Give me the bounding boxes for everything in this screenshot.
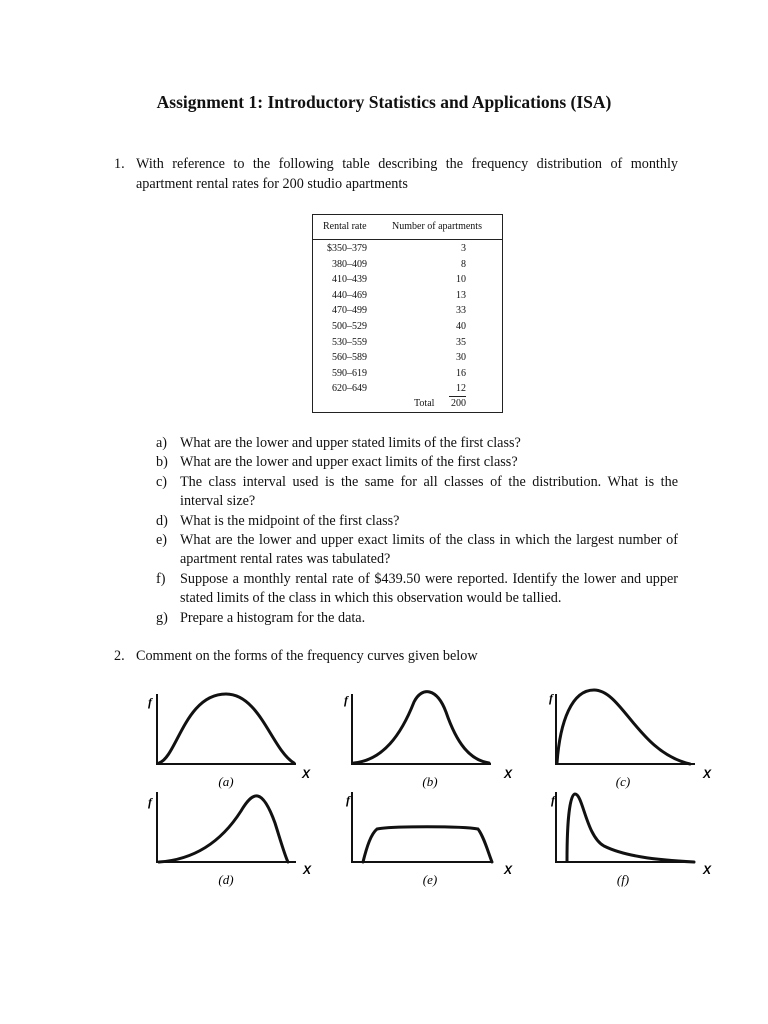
subquestion-label: e) bbox=[156, 532, 168, 549]
y-axis-label: f bbox=[551, 793, 555, 807]
x-axis-label: X bbox=[302, 767, 311, 781]
frequency-curve-panel bbox=[148, 694, 311, 789]
subquestion-label: d) bbox=[156, 512, 168, 529]
count-cell: 16 bbox=[456, 367, 466, 379]
frequency-curve-left-skewed bbox=[159, 796, 288, 862]
rental-rate-cell: 590–619 bbox=[332, 367, 367, 379]
frequency-curve-flat-top bbox=[363, 827, 492, 862]
count-cell: 33 bbox=[456, 305, 466, 317]
subquestion-text: What are the lower and upper exact limits of the class in which the largest number of apartment rental rates was tabulated? bbox=[180, 532, 678, 568]
axis-lines bbox=[556, 792, 695, 862]
rental-rate-cell: 500–529 bbox=[332, 321, 367, 332]
subquestion-text: What are the lower and upper stated limits of the first class? bbox=[180, 435, 521, 451]
count-cell: 10 bbox=[456, 274, 466, 286]
count-cell: 40 bbox=[456, 321, 466, 332]
curve-label: (b) bbox=[422, 774, 438, 789]
column-header-number-of-apartments: Number of apartments bbox=[392, 221, 482, 232]
total-label: Total bbox=[414, 398, 435, 409]
subquestion-label: a) bbox=[156, 435, 168, 451]
curve-label: (a) bbox=[218, 774, 234, 789]
subquestion-text: Suppose a monthly rental rate of $439.50 were reported. Identify the lower and upper stated limits of the class in which this observation would be tallied. bbox=[180, 570, 678, 607]
subquestion-label: c) bbox=[156, 473, 168, 490]
rental-rate-cell: $350–379 bbox=[327, 243, 367, 254]
rental-rate-cell: 620–649 bbox=[332, 383, 367, 395]
curve-label: (e) bbox=[422, 872, 438, 887]
x-axis-label: X bbox=[504, 767, 513, 781]
x-axis-label: X bbox=[703, 863, 712, 877]
count-cell: 12 bbox=[456, 383, 466, 395]
count-cell: 35 bbox=[456, 336, 466, 348]
y-axis-label: f bbox=[346, 793, 350, 807]
subquestion-text: The class interval used is the same for all classes of the distribution. What is the interval size? bbox=[180, 473, 678, 510]
x-axis-label: X bbox=[303, 863, 312, 877]
y-axis-label: f bbox=[148, 795, 152, 809]
frequency-curve-panel bbox=[346, 792, 513, 887]
question-text: Comment on the forms of the frequency curves given below bbox=[136, 648, 478, 664]
axis-lines bbox=[157, 694, 296, 764]
frequency-curve-reverse-j bbox=[567, 794, 694, 862]
column-header-rental-rate: Rental rate bbox=[323, 221, 367, 232]
rental-rate-cell: 380–409 bbox=[332, 258, 367, 270]
rental-rate-cell: 530–559 bbox=[332, 336, 367, 348]
curve-label: (d) bbox=[218, 872, 234, 887]
frequency-curve-symmetric-peaked bbox=[354, 692, 489, 763]
frequency-curve-right-skewed bbox=[557, 690, 690, 764]
subquestion-text: Prepare a histogram for the data. bbox=[180, 609, 366, 626]
x-axis-label: X bbox=[703, 767, 712, 781]
subquestion-label: g) bbox=[156, 609, 168, 626]
x-axis-label: X bbox=[504, 863, 513, 877]
frequency-curve-symmetric-bell bbox=[159, 694, 294, 763]
count-cell: 8 bbox=[461, 258, 466, 270]
frequency-curve-panel bbox=[549, 690, 712, 789]
rental-rate-cell: 560–589 bbox=[332, 352, 367, 364]
rental-rate-cell: 470–499 bbox=[332, 305, 367, 317]
frequency-curve-panel bbox=[551, 792, 712, 887]
y-axis-label: f bbox=[344, 693, 348, 707]
question-number: 1. bbox=[114, 156, 125, 172]
subquestion-text: What is the midpoint of the first class? bbox=[180, 512, 400, 529]
y-axis-label: f bbox=[549, 691, 553, 705]
y-axis-label: f bbox=[148, 695, 152, 709]
subquestion-text: What are the lower and upper exact limits of the first class? bbox=[180, 454, 518, 471]
rental-rate-cell: 410–439 bbox=[332, 274, 367, 286]
count-cell: 3 bbox=[461, 243, 466, 254]
count-cell: 30 bbox=[456, 352, 466, 364]
count-cell: 13 bbox=[456, 289, 466, 301]
frequency-curve-panel bbox=[148, 792, 312, 887]
curve-label: (c) bbox=[615, 774, 631, 789]
rental-rate-cell: 440–469 bbox=[332, 289, 367, 301]
question-text: With reference to the following table describing the frequency distribution of monthly apartment rental rates for 200 studio apartments bbox=[136, 156, 678, 192]
axis-lines bbox=[556, 694, 695, 764]
question-number: 2. bbox=[114, 648, 125, 664]
frequency-curve-panel bbox=[344, 692, 513, 789]
curve-label: (f) bbox=[616, 872, 630, 887]
subquestion-label: f) bbox=[156, 570, 166, 587]
subquestion-label: b) bbox=[156, 454, 168, 471]
page-title: Assignment 1: Introductory Statistics and Applications (ISA) bbox=[156, 92, 612, 112]
total-value: 200 bbox=[451, 398, 466, 409]
